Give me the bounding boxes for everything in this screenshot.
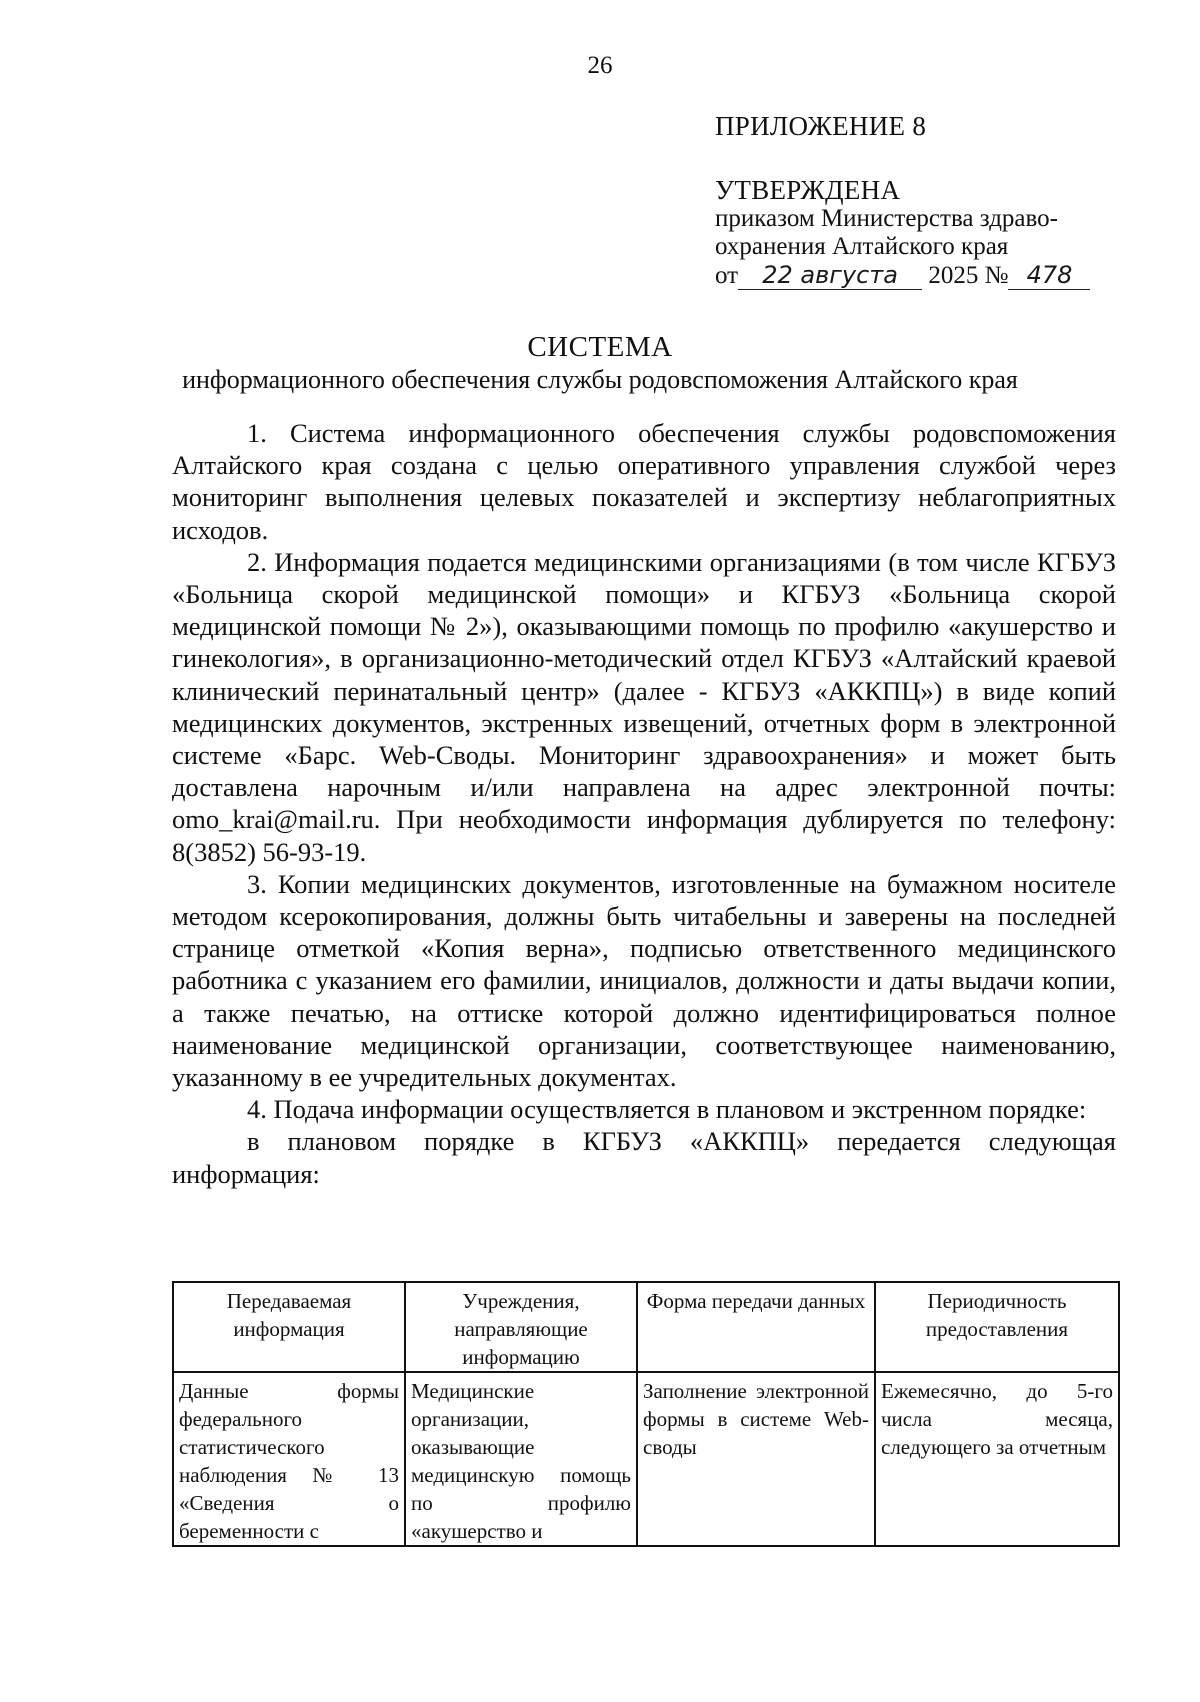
paragraph-1: 1. Система информационного обеспечения службы родовспоможения Алтайского края создана с целью оперативного управления службой через мониторинг выполнения целевых показателей и экспертизу неблагоприятных исходов. (172, 418, 1116, 545)
document-title: СИСТЕМА (527, 331, 673, 363)
table-cell: Ежемесячно, до 5-го числа месяца, следующего за отчетным (875, 1372, 1119, 1546)
order-date-line (715, 261, 1115, 290)
info-table-container (172, 1281, 1118, 1547)
paragraph-4: 4. Подача информации осуществляется в плановом и экстренном порядке: (247, 1094, 1087, 1125)
handwritten-order-number: 478 (1008, 261, 1090, 290)
table-header-row (173, 1282, 1119, 1372)
header-institutions: Учреждения, направляющие информацию (405, 1282, 637, 1372)
page-number: 26 (587, 52, 613, 79)
order-year: 2025 № (928, 261, 1009, 289)
order-line-2: охранения Алтайского края (715, 232, 1009, 260)
handwritten-date: 22 августа (738, 261, 922, 290)
header-periodicity: Периодичность предоставления (875, 1282, 1119, 1372)
info-table (172, 1281, 1120, 1547)
document-heading (0, 330, 1200, 396)
document-body (172, 417, 1116, 1190)
paragraph-5: в плановом порядке в КГБУЗ «АККПЦ» передается следующая информация: (172, 1126, 1116, 1189)
table-cell: Медицинские организации, оказывающие медицинскую помощь по профилю «акушерство и (405, 1372, 637, 1546)
approved-label: УТВЕРЖДЕНА (715, 175, 901, 206)
table-cell: Заполнение электронной формы в системе Web-своды (637, 1372, 875, 1546)
paragraph-2: 2. Информация подается медицинскими организациями (в том числе КГБУЗ «Больница скорой медицинской помощи» и КГБУЗ «Больница скорой медицинской помощи № 2»), оказывающими помощь по профилю «акушерство и гинекология», в организационно-методический отдел КГБУЗ «Алтайский краевой клинический перинатальный центр» (далее - КГБУЗ «АККПЦ») в виде копий медицинских документов, экстренных извещений, отчетных форм в электронной системе «Барс. Web-Своды. Мониторинг здравоохранения» и может быть доставлена нарочным и/или направлена на адрес электронной почты: omo_krai@mail.ru. При необходимости информация дублируется по телефону: 8(3852) 56-93-19. (172, 546, 1116, 867)
order-line-1: приказом Министерства здраво- (715, 204, 1058, 232)
table-cell: Данные формы федерального статистического наблюдения № 13 «Сведения о беременности с (173, 1372, 405, 1546)
header-transmitted-info: Передаваемая информация (173, 1282, 405, 1372)
document-subtitle: информационного обеспечения службы родовспоможения Алтайского края (182, 365, 1018, 394)
appendix-title: ПРИЛОЖЕНИЕ 8 (715, 111, 927, 141)
paragraph-3: 3. Копии медицинских документов, изготовленные на бумажном носителе методом ксерокопирования, должны быть читабельны и заверены на последней странице отметкой «Копия верна», подписью ответственного медицинского работника с указанием его фамилии, инициалов, должности и даты выдачи копии, а также печатью, на оттиске которой должно идентифицироваться полное наименование медицинской организации, соответствующее наименованию, указанному в ее учредительных документах. (172, 868, 1116, 1093)
date-prefix: от (715, 261, 739, 289)
approval-block (715, 112, 1115, 290)
header-transfer-form: Форма передачи данных (637, 1282, 875, 1372)
table-row (173, 1372, 1119, 1546)
